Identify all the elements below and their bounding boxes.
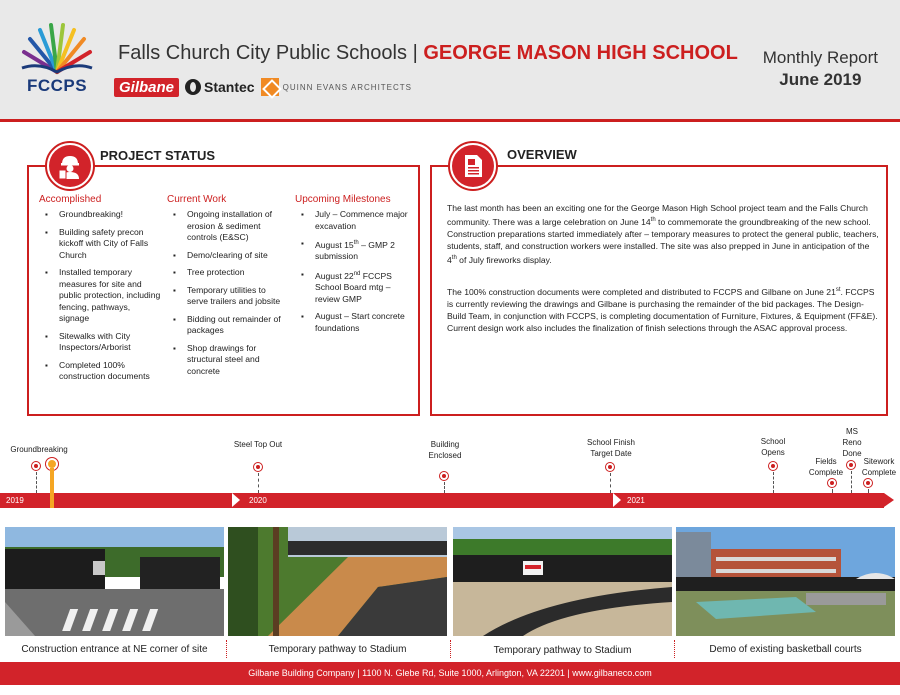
school-name: GEORGE MASON HIGH SCHOOL <box>423 42 738 64</box>
fccps-logo <box>14 22 100 100</box>
stantec-logo <box>185 79 255 95</box>
page-title <box>118 42 738 65</box>
report-header <box>0 0 900 122</box>
photo-caption: Temporary pathway to Stadium <box>493 645 632 656</box>
timeline-year: 2020 <box>249 496 267 505</box>
photo-caption: Demo of existing basketball courts <box>709 644 862 655</box>
milestone-line <box>832 489 833 493</box>
list-item: ▪ Temporary utilities to serve trailers and jobsite <box>167 285 289 308</box>
photo-construction-entrance <box>5 527 224 636</box>
milestone-line <box>258 473 259 493</box>
photo-caption: Construction entrance at NE corner of site <box>21 644 208 655</box>
report-period <box>763 48 878 90</box>
overview-paragraph: The last month has been an exciting one for the George Mason High School project team and the Falls Church community. There was a large celebration on June 14th to commemorate the groundbreaking of the new school. Construction preparations started immediately after – temporary measures to protect the general public, teachers, students, staff, and construction workers were installed. The site was also prepped in June in anticipation of the 4th of July fireworks display. <box>447 203 879 265</box>
status-columns <box>39 194 417 389</box>
milestone-line <box>851 471 852 493</box>
milestone-label: Steel Top Out <box>233 440 283 449</box>
milestone-label: Fields Complete <box>808 457 844 477</box>
report-month: June 2019 <box>779 70 862 89</box>
gilbane-logo: Gilbane <box>114 78 179 97</box>
status-badge <box>45 141 95 191</box>
list-item: ▪ Bidding out remainder of packages <box>167 314 289 337</box>
timeline-year: 2021 <box>627 496 645 505</box>
milestone-marker <box>768 461 778 471</box>
caption-divider <box>226 640 227 658</box>
milestone-marker <box>827 478 837 488</box>
quinn-evans-logo <box>261 78 412 96</box>
list-item: ▪ August 22nd FCCPS School Board mtg – review GMP <box>295 269 417 305</box>
stantec-mark-icon <box>185 79 201 95</box>
list-item: ▪ July – Commence major excavation <box>295 209 417 232</box>
book-rays-icon <box>14 22 100 78</box>
logo-wordmark: FCCPS <box>26 76 88 95</box>
overview-paragraph: The 100% construction documents were completed and distributed to FCCPS and Gilbane on June 21st. FCCPS is currently reviewing the drawings and Gilbane is purchasing the remainder of the bid packages. The Design-Build Team, in conjunction with FCCPS, is completing documentation of Furniture, Fixtures, & Equipment (FF&E). Current design work also includes the finalization of finish selections through the ASAC approval process. <box>447 286 878 333</box>
list-item: ▪ Building safety precon kickoff with City of Falls Church <box>39 227 161 262</box>
accomplished-list <box>39 209 161 383</box>
caption-divider <box>674 640 675 658</box>
list-item: ▪ Demo/clearing of site <box>167 250 289 262</box>
list-item: ▪ Groundbreaking! <box>39 209 161 221</box>
milestone-marker <box>863 478 873 488</box>
photo-caption: Temporary pathway to Stadium <box>268 644 407 655</box>
photo-temporary-pathway-2 <box>453 527 672 636</box>
upcoming-milestones-column <box>295 194 417 389</box>
milestone-label: School Finish Target Date <box>586 438 636 458</box>
column-heading: Accomplished <box>39 194 102 205</box>
current-work-list <box>167 209 289 377</box>
overview-title: OVERVIEW <box>507 147 577 162</box>
overview-badge <box>448 141 498 191</box>
list-item: ▪ Ongoing installation of erosion & sediment controls (E&SC) <box>167 209 289 244</box>
timeline-chevron-icon <box>613 493 621 507</box>
milestone-marker <box>439 471 449 481</box>
document-icon <box>460 153 486 179</box>
project-status-panel <box>27 165 420 416</box>
list-item: ▪ August 15th – GMP 2 submission <box>295 238 417 263</box>
quinn-evans-mark-icon <box>261 78 279 96</box>
list-item: ▪ Sitewalks with City Inspectors/Arborist <box>39 331 161 354</box>
milestones-list <box>295 209 417 334</box>
worker-icon <box>56 152 84 180</box>
timeline-year: 2019 <box>6 496 24 505</box>
quinn-evans-wordmark: QUINN EVANS ARCHITECTS <box>282 82 413 92</box>
timeline-arrow-icon <box>884 493 894 507</box>
milestone-marker <box>846 460 856 470</box>
project-status-title: PROJECT STATUS <box>100 148 216 163</box>
list-item: ▪ Shop drawings for structural steel and concrete <box>167 343 289 378</box>
list-item: ▪ Tree protection <box>167 267 289 279</box>
current-work-column <box>167 194 289 389</box>
milestone-line <box>444 482 445 493</box>
milestone-line <box>773 472 774 493</box>
overview-panel <box>430 165 888 416</box>
list-item: ▪ August – Start concrete foundations <box>295 311 417 334</box>
milestone-marker <box>31 461 41 471</box>
milestone-label: School Opens <box>760 437 786 457</box>
current-date-line <box>50 468 54 508</box>
district-name: Falls Church City Public Schools <box>118 42 407 64</box>
milestone-marker <box>605 462 615 472</box>
report-title: Monthly Report <box>762 48 878 67</box>
accomplished-column <box>39 194 161 389</box>
milestone-label: MS Reno Done <box>842 427 862 458</box>
list-item: ▪ Installed temporary measures for site and public protection, including fencing, pathways, signage <box>39 267 161 325</box>
milestone-marker <box>253 462 263 472</box>
photo-basketball-court-demo <box>676 527 895 636</box>
column-heading: Current Work <box>167 194 227 205</box>
stantec-wordmark: Stantec <box>204 79 255 95</box>
milestone-label: Groundbreaking <box>10 445 68 454</box>
milestone-line <box>868 489 869 493</box>
column-heading: Upcoming Milestones <box>295 194 391 205</box>
list-item: ▪ Completed 100% construction documents <box>39 360 161 383</box>
milestone-label: Sitework Complete <box>861 457 897 477</box>
partner-logos <box>114 76 412 98</box>
milestone-line <box>36 472 37 493</box>
milestone-line <box>610 473 611 493</box>
overview-text <box>447 202 879 352</box>
photo-temporary-pathway-1 <box>228 527 447 636</box>
page-footer: Gilbane Building Company | 1100 N. Glebe Rd, Suite 1000, Arlington, VA 22201 | www.gilbaneco.com <box>0 662 900 685</box>
timeline-bar <box>0 493 884 508</box>
timeline-chevron-icon <box>232 493 240 507</box>
title-separator: | <box>412 42 418 64</box>
milestone-label: Building Enclosed <box>428 440 462 460</box>
caption-divider <box>450 640 451 658</box>
